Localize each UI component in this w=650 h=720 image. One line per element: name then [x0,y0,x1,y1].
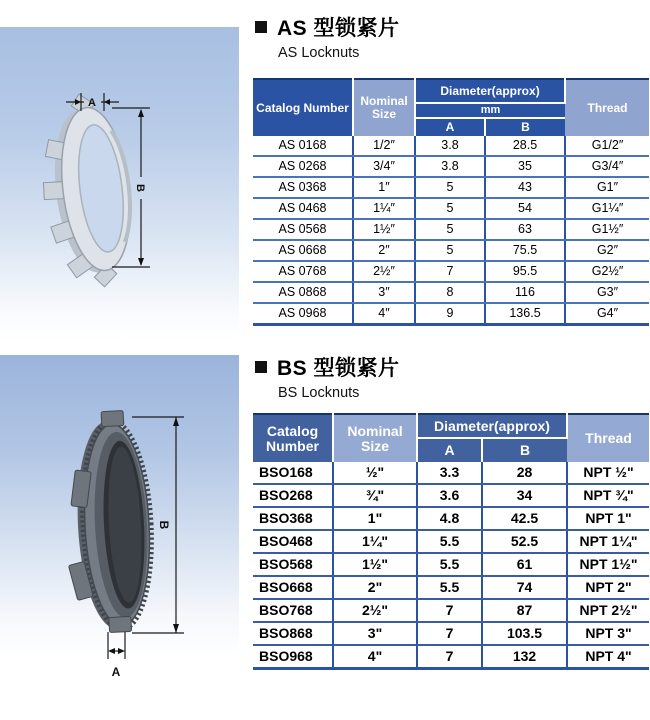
as-spec-table [253,78,649,326]
table-row [253,576,649,599]
table-row [253,219,649,240]
column-header-thread: Thread [565,79,649,136]
table-cell: AS 0468 [253,198,353,219]
table-cell: G1″ [565,177,649,198]
table-cell: BSO568 [253,553,333,576]
section-title-text: AS 型锁紧片 [277,17,400,40]
table-cell: BSO368 [253,507,333,530]
table-cell: 2½" [333,599,417,622]
table-cell: 1/2″ [353,136,415,156]
table-cell: 28.5 [485,136,565,156]
section-title-text: BS 型锁紧片 [277,357,400,380]
column-header-a: A [415,118,485,136]
as-section-title [255,12,645,42]
table-cell: 9 [415,303,485,325]
table-cell: 8 [415,282,485,303]
table-cell: G3/4″ [565,156,649,177]
table-cell: AS 0968 [253,303,353,325]
table-cell: 63 [485,219,565,240]
column-header-diameter: Diameter(approx) [417,414,567,438]
table-cell: 4" [333,645,417,669]
table-cell: 136.5 [485,303,565,325]
column-header-b: B [485,118,565,136]
bs-section-subtitle: BS Locknuts [278,385,360,401]
column-header-unit: mm [415,103,565,118]
locknut-ring-graphic [32,90,141,293]
table-cell: 34 [482,484,567,507]
table-cell: G1¼″ [565,198,649,219]
table-cell: 42.5 [482,507,567,530]
table-cell: AS 0268 [253,156,353,177]
table-row [253,303,649,325]
table-row [253,645,649,669]
table-cell: 3.6 [417,484,482,507]
table-cell: 1″ [353,177,415,198]
table-cell: 1½″ [353,219,415,240]
table-cell: 5.5 [417,553,482,576]
table-cell: 3.8 [415,136,485,156]
table-cell: 7 [417,622,482,645]
table-cell: 1" [333,507,417,530]
table-cell: BSO168 [253,462,333,484]
column-header-b: B [482,438,567,462]
table-cell: BSO868 [253,622,333,645]
table-cell: G2″ [565,240,649,261]
table-cell: NPT 1½" [567,553,649,576]
table-row [253,553,649,576]
table-cell: AS 0168 [253,136,353,156]
table-row [253,622,649,645]
column-header-nominal: Nominal Size [333,414,417,462]
table-cell: 2″ [353,240,415,261]
table-cell: BSO268 [253,484,333,507]
table-cell: 28 [482,462,567,484]
table-cell: NPT 2½" [567,599,649,622]
table-cell: AS 0768 [253,261,353,282]
table-cell: 7 [417,599,482,622]
column-header-thread: Thread [567,414,649,462]
table-cell: 87 [482,599,567,622]
table-cell: 7 [415,261,485,282]
table-cell: BSO668 [253,576,333,599]
table-cell: 116 [485,282,565,303]
table-cell: 5 [415,198,485,219]
table-row [253,507,649,530]
locknut-ring-graphic [61,409,157,634]
table-row [253,282,649,303]
bs-spec-table [253,413,649,670]
table-cell: 52.5 [482,530,567,553]
bs-locknut-illustration [0,355,239,690]
table-cell: 4.8 [417,507,482,530]
table-row [253,136,649,156]
column-header-nominal: Nominal Size [353,79,415,136]
dimension-b-label: B [157,520,171,530]
dimension-a-label: A [88,97,96,109]
table-cell: 75.5 [485,240,565,261]
column-header-catalog: Catalog Number [253,414,333,462]
table-cell: 3" [333,622,417,645]
table-cell: 7 [417,645,482,669]
table-cell: NPT ½" [567,462,649,484]
section-bullet-icon [255,21,267,33]
as-section-subtitle: AS Locknuts [278,45,360,61]
table-cell: 35 [485,156,565,177]
dimension-a-marker [108,632,125,659]
table-cell: AS 0868 [253,282,353,303]
table-cell: G3″ [565,282,649,303]
table-row [253,462,649,484]
table-cell: 3″ [353,282,415,303]
table-cell: AS 0668 [253,240,353,261]
table-cell: 61 [482,553,567,576]
table-cell: NPT 4" [567,645,649,669]
as-locknut-illustration [0,27,239,340]
table-cell: 132 [482,645,567,669]
table-cell: 95.5 [485,261,565,282]
table-cell: 1½" [333,553,417,576]
table-cell: 5 [415,240,485,261]
column-header-diameter: Diameter(approx) [415,79,565,103]
dimension-b-label: B [134,184,146,192]
table-cell: 3/4″ [353,156,415,177]
column-header-a: A [417,438,482,462]
table-cell: ¾" [333,484,417,507]
table-row [253,261,649,282]
bs-section-title [255,352,645,382]
table-cell: NPT 1¼" [567,530,649,553]
table-row [253,484,649,507]
table-cell: ½" [333,462,417,484]
table-cell: 3.3 [417,462,482,484]
table-cell: BSO768 [253,599,333,622]
table-cell: NPT 1" [567,507,649,530]
table-cell: 1¼″ [353,198,415,219]
table-cell: 43 [485,177,565,198]
table-cell: 2" [333,576,417,599]
as-locknut-photo [0,27,239,340]
table-cell: 5 [415,219,485,240]
table-row [253,177,649,198]
table-cell: 1¼" [333,530,417,553]
table-cell: NPT 2" [567,576,649,599]
bs-section-header [255,352,645,401]
table-cell: AS 0568 [253,219,353,240]
table-cell: 54 [485,198,565,219]
table-cell: G4″ [565,303,649,325]
bs-locknut-photo [0,355,239,690]
dimension-a-label: A [111,665,121,679]
table-cell: 2½″ [353,261,415,282]
as-section-header [255,12,645,61]
table-cell: 74 [482,576,567,599]
table-row [253,240,649,261]
table-cell: G1½″ [565,219,649,240]
table-cell: BSO968 [253,645,333,669]
table-cell: 5.5 [417,576,482,599]
table-cell: 103.5 [482,622,567,645]
table-cell: NPT ¾" [567,484,649,507]
table-cell: 3.8 [415,156,485,177]
column-header-catalog: Catalog Number [253,79,353,136]
table-cell: 5 [415,177,485,198]
table-row [253,530,649,553]
table-cell: 4″ [353,303,415,325]
table-cell: G2½″ [565,261,649,282]
table-cell: G1/2″ [565,136,649,156]
table-row [253,156,649,177]
table-row [253,198,649,219]
table-cell: 5.5 [417,530,482,553]
table-cell: BSO468 [253,530,333,553]
table-cell: NPT 3" [567,622,649,645]
table-cell: AS 0368 [253,177,353,198]
table-row [253,599,649,622]
section-bullet-icon [255,361,267,373]
